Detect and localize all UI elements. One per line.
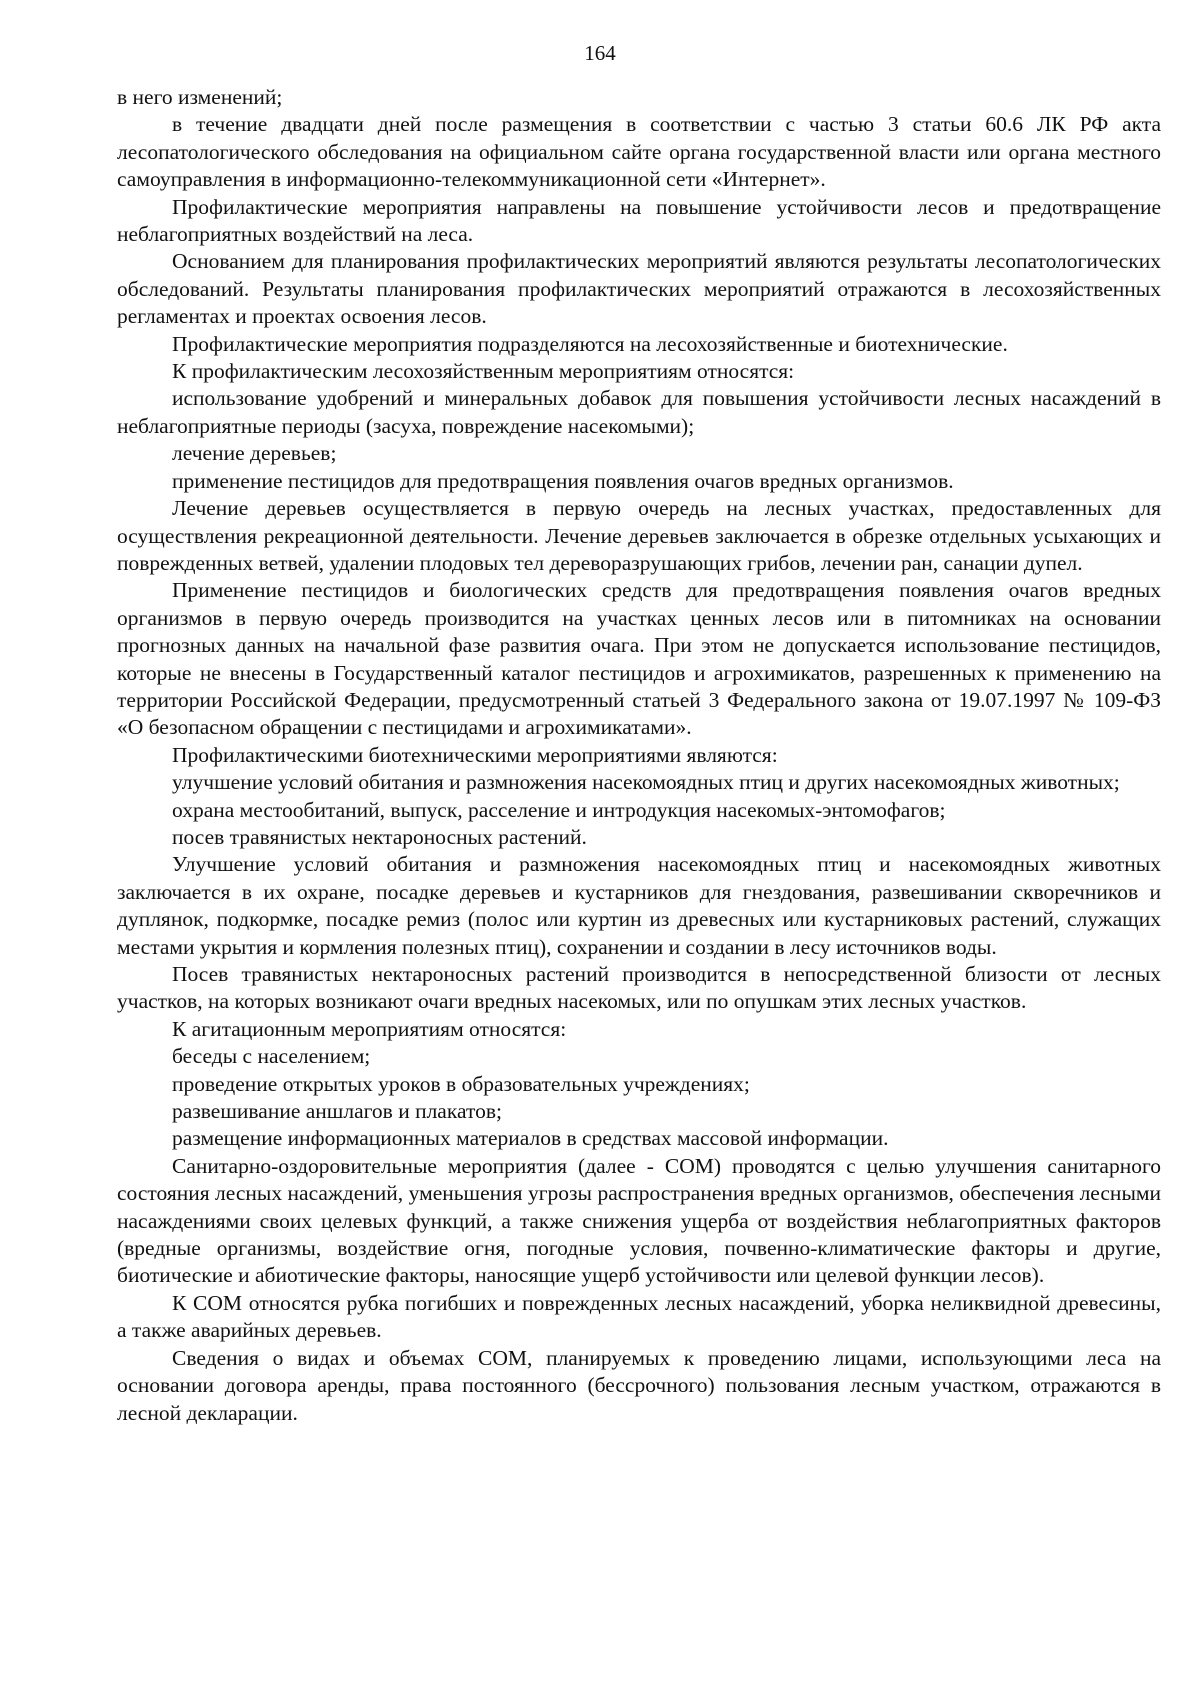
paragraph: Профилактическими биотехническими мероприятиями являются: bbox=[172, 742, 778, 767]
paragraph: использование удобрений и минеральных добавок для повышения устойчивости лесных насаждений в неблагоприятные периоды (засуха, повреждение насекомыми); bbox=[117, 386, 1161, 438]
paragraph: Профилактические мероприятия подразделяются на лесохозяйственные и биотехнические. bbox=[172, 331, 1008, 356]
paragraph: охрана местообитаний, выпуск, расселение и интродукция насекомых-энтомофагов; bbox=[172, 797, 946, 822]
paragraph: развешивание аншлагов и плакатов; bbox=[172, 1099, 502, 1124]
paragraph: в него изменений; bbox=[117, 85, 283, 109]
paragraph: проведение открытых уроков в образовательных учреждениях; bbox=[172, 1071, 750, 1096]
paragraph: К СОМ относятся рубка погибших и поврежденных лесных насаждений, уборка неликвидной древесины, а также аварийных деревьев. bbox=[117, 1290, 1161, 1343]
paragraph: в течение двадцати дней после размещения в соответствии с частью 3 статьи 60.6 ЛК РФ акта лесопатологического обследования на официальном сайте органа государственной власти или органа местного самоуправления в информационно-телекоммуникационной сети «Интернет». bbox=[117, 112, 1161, 192]
paragraph: беседы с населением; bbox=[172, 1044, 371, 1069]
paragraph: Сведения о видах и объемах СОМ, планируемых к проведению лицами, использующими леса на основании договора аренды, права постоянного (бессрочного) пользования лесным участком, отражаются в лесной декларации. bbox=[117, 1345, 1161, 1425]
paragraph: размещение информационных материалов в средствах массовой информации. bbox=[172, 1126, 889, 1151]
page-number: 164 bbox=[584, 41, 616, 65]
paragraph: Санитарно-оздоровительные мероприятия (далее - СОМ) проводятся с целью улучшения санитарного состояния лесных насаждений, уменьшения угрозы распространения вредных организмов, обеспечения лесными насаждениями своих целевых функций, а также снижения ущерба от воздействия неблагоприятных факторов (вредные организмы, воздействие огня, погодные условия, почвенно-климатические факторы и другие, биотические и абиотические факторы, наносящие ущерб устойчивости или целевой функции лесов). bbox=[117, 1153, 1161, 1288]
paragraph: К профилактическим лесохозяйственным мероприятиям относятся: bbox=[172, 359, 795, 384]
paragraph: улучшение условий обитания и размножения насекомоядных птиц и других насекомоядных животных; bbox=[172, 770, 1120, 795]
paragraph: Лечение деревьев осуществляется в первую очередь на лесных участках, предоставленных для осуществления рекреационной деятельности. Лечение деревьев заключается в обрезке отдельных усыхающих и поврежденных ветвей, удалении плодовых тел дереворазрушающих грибов, лечении ран, санации дупел. bbox=[117, 496, 1161, 575]
paragraph: применение пестицидов для предотвращения появления очагов вредных организмов. bbox=[172, 468, 954, 493]
paragraph: посев травянистых нектароносных растений. bbox=[172, 824, 587, 849]
paragraph: К агитационным мероприятиям относятся: bbox=[172, 1016, 567, 1041]
paragraph: Применение пестицидов и биологических средств для предотвращения появления очагов вредных организмов в первую очередь производится на участках ценных лесов или в питомниках на основании прогнозных данных на начальной фазе развития очага. При этом не допускается использование пестицидов, которые не внесены в Государственный каталог пестицидов и агрохимикатов, разрешенных к применению на территории Российской Федерации, предусмотренный статьей 3 Федерального закона от 19.07.1997 № 109-ФЗ «О безопасном обращении с пестицидами и агрохимикатами». bbox=[117, 578, 1161, 740]
paragraph: Профилактические мероприятия направлены на повышение устойчивости лесов и предотвращение неблагоприятных воздействий на леса. bbox=[117, 194, 1161, 247]
paragraph: Посев травянистых нектароносных растений производится в непосредственной близости от лесных участков, на которых возникают очаги вредных насекомых, или по опушкам этих лесных участков. bbox=[117, 962, 1161, 1014]
paragraph: Основанием для планирования профилактических мероприятий являются результаты лесопатологических обследований. Результаты планирования профилактических мероприятий отражаются в лесохозяйственных регламентах и проектах освоения лесов. bbox=[117, 249, 1161, 329]
document-body bbox=[117, 84, 1161, 1427]
paragraph: лечение деревьев; bbox=[172, 441, 337, 466]
paragraph: Улучшение условий обитания и размножения насекомоядных птиц и насекомоядных животных заключается в их охране, посадке деревьев и кустарников для гнездования, развешивании скворечников и дуплянок, подкормке, посадке ремиз (полос или куртин из древесных или кустарниковых растений, служащих местами укрытия и кормления полезных птиц), сохранении и создании в лесу источников воды. bbox=[117, 852, 1161, 959]
